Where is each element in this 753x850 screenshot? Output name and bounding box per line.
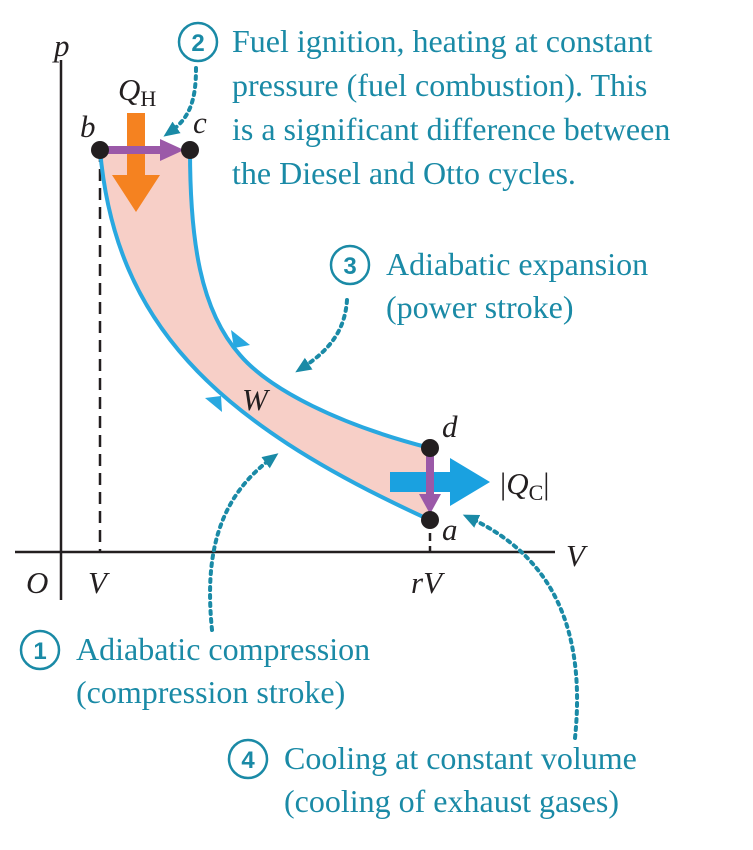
p-axis-label: p [54,28,70,63]
annotation-1-line-2: (compression stroke) [76,674,346,710]
leader-line-1 [210,458,272,630]
annotation-2-line-3: is a significant difference between [232,111,671,147]
annotation-2 [179,23,670,191]
point-d-label: d [442,409,458,444]
annotation-4-number: 4 [241,747,255,774]
annotation-1-number: 1 [33,638,47,665]
point-c-label: c [193,105,207,140]
annotation-3-line-2: (power stroke) [386,289,574,325]
qc-label: |QC| [500,466,550,505]
tick-label-rV: rV [411,565,442,600]
annotation-4-line-1: Cooling at constant volume [284,740,637,776]
v-axis-label: V [566,538,585,573]
annotation-3 [331,246,648,325]
tick-label-V: V [88,565,107,600]
point-c [181,141,199,159]
annotation-2-number: 2 [191,30,205,57]
annotation-3-line-1: Adiabatic expansion [386,246,649,282]
compression-direction-arrow [205,396,222,412]
work-label: W [242,382,268,417]
point-d [421,439,439,457]
leader-line-3 [302,300,347,368]
annotation-4-line-2: (cooling of exhaust gases) [284,783,620,819]
point-a [421,511,439,529]
annotation-4 [229,740,637,819]
qh-label: QH [118,72,157,111]
expansion-direction-arrow [231,330,250,348]
annotation-1-line-1: Adiabatic compression [76,631,371,667]
annotation-3-number: 3 [343,253,357,280]
point-b-label: b [80,109,96,144]
origin-label: O [26,565,49,600]
annotation-2-line-1: Fuel ignition, heating at constant [232,23,653,59]
annotation-2-line-2: pressure (fuel combustion). This [232,67,648,103]
annotation-1 [21,631,370,710]
annotation-2-line-4: the Diesel and Otto cycles. [232,155,576,191]
point-a-label: a [442,512,458,547]
